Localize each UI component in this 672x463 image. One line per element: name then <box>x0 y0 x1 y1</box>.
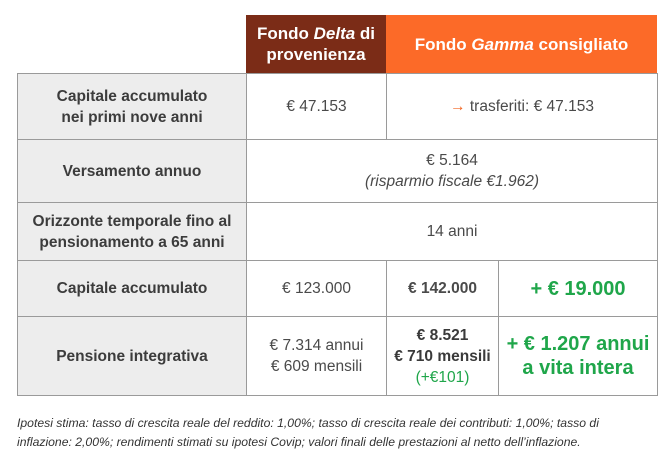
delta-capitale-iniziale: € 47.153 <box>247 74 387 140</box>
gamma-pensione <box>387 317 499 396</box>
diff-capitale-finale <box>499 261 658 317</box>
versamento-value-cell <box>247 140 658 203</box>
diff-pensione-annui: + € 1.207 annui <box>506 333 650 355</box>
footnote <box>17 414 657 452</box>
risparmio-fiscale-note: (risparmio fiscale €1.962) <box>364 173 539 190</box>
label-line: Capitale accumulato <box>56 87 208 105</box>
row-label-versamento: Versamento annuo <box>18 140 247 203</box>
table-row-orizzonte <box>18 203 658 261</box>
gamma-pensione-delta: (+€101) <box>415 368 470 386</box>
diff-pensione <box>499 317 658 396</box>
gamma-capitale-finale: € 142.000 <box>387 261 499 317</box>
gamma-pensione-mensili: € 710 mensili <box>394 347 491 365</box>
row-label-capitale-finale: Capitale accumulato <box>18 261 247 317</box>
diff-pensione-vita: a vita intera <box>522 357 634 379</box>
header-delta-suffix: di provenienza <box>266 24 376 64</box>
header-gamma-prefix: Fondo <box>414 34 472 54</box>
header-delta-name: Delta <box>313 24 356 43</box>
header-delta-prefix: Fondo <box>256 24 314 43</box>
gamma-trasferiti-text: trasferiti: € 47.153 <box>465 98 594 115</box>
row-label-pensione: Pensione integrativa <box>18 317 247 396</box>
diff-capitale-value: + € 19.000 <box>530 277 626 300</box>
label-line: nei primi nove anni <box>61 108 203 126</box>
table-row-capitale-iniziale <box>18 74 658 140</box>
row-label-capitale-iniziale <box>18 74 247 140</box>
delta-pensione-annui: € 7.314 annui <box>269 337 364 354</box>
gamma-capitale-iniziale <box>387 74 658 140</box>
label-line: Orizzonte temporale fino al <box>32 212 232 230</box>
table-row-pensione <box>18 317 658 396</box>
header-fondo-delta <box>246 15 386 73</box>
table-row-versamento <box>18 140 658 203</box>
delta-pensione-mensili: € 609 mensili <box>270 358 363 375</box>
header-fondo-gamma <box>386 15 657 73</box>
comparison-table <box>17 73 658 396</box>
footnote-line: inflazione: 2,00%; rendimenti stimati su ipotesi Covip; valori finali delle prestazioni al netto dell’inflazione. <box>17 435 581 449</box>
label-line: pensionamento a 65 anni <box>39 233 225 251</box>
row-label-orizzonte <box>18 203 247 261</box>
versamento-amount: € 5.164 <box>426 152 478 169</box>
header-gamma-name: Gamma <box>471 34 534 54</box>
arrow-right-icon: → <box>450 98 466 115</box>
orizzonte-value: 14 anni <box>247 203 658 261</box>
gamma-pensione-annui: € 8.521 <box>416 326 469 344</box>
delta-pensione <box>247 317 387 396</box>
header-gamma-suffix: consigliato <box>533 34 629 54</box>
delta-capitale-finale: € 123.000 <box>247 261 387 317</box>
footnote-line: Ipotesi stima: tasso di crescita reale del reddito: 1,00%; tasso di crescita reale dei contributi: 1,00%; tasso di <box>17 416 599 430</box>
table-row-capitale-finale <box>18 261 658 317</box>
